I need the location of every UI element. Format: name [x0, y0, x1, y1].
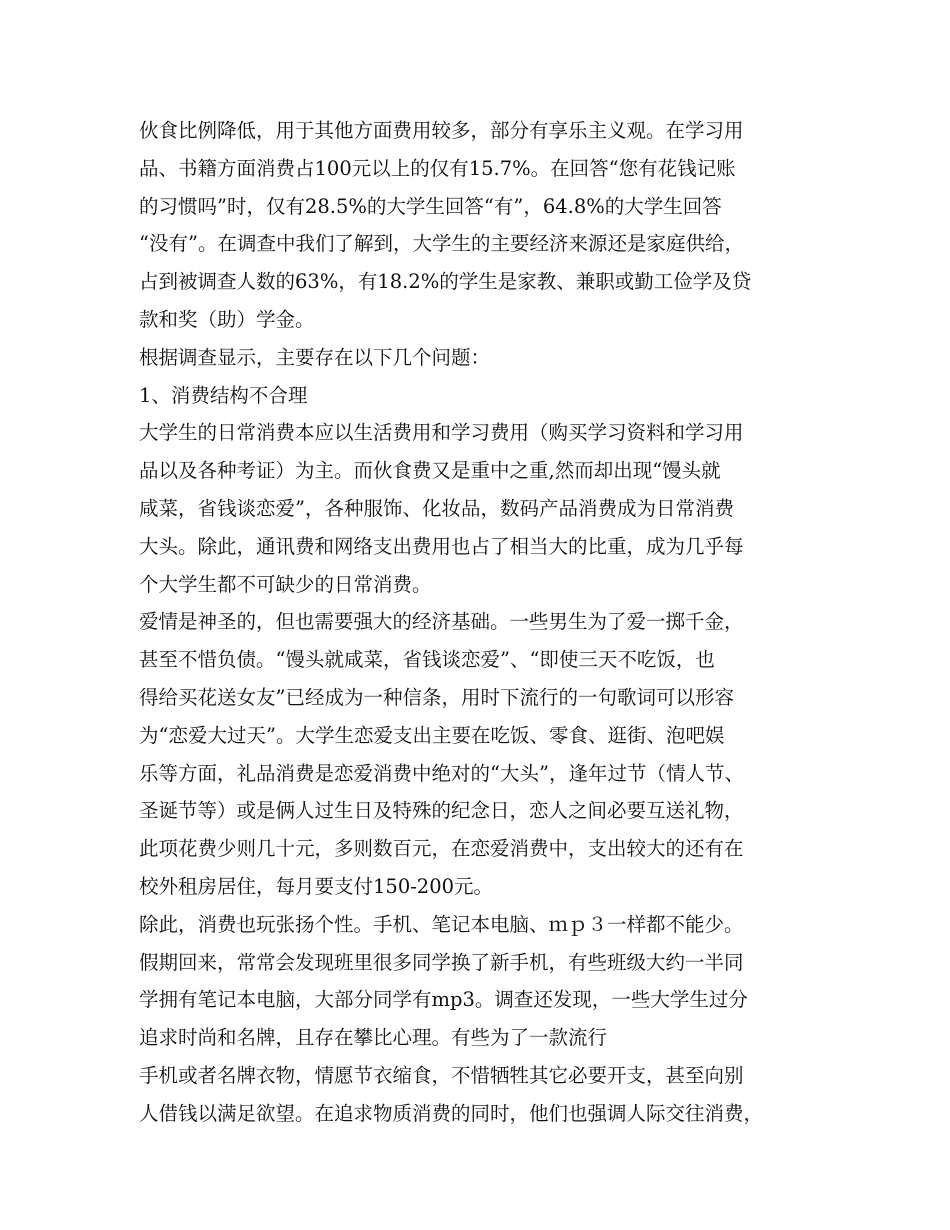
- text-line: 咸菜，省钱谈恋爱”，各种服饰、化妆品，数码产品消费成为日常消费: [139, 496, 734, 520]
- body-text: [139, 112, 839, 1133]
- text-line: 追求时尚和名牌，且存在攀比心理。有些为了一款流行: [139, 1026, 608, 1050]
- text-line: 伙食比例降低，用于其他方面费用较多，部分有享乐主义观。在学习用: [139, 119, 744, 142]
- text-line: 的习惯吗”时，仅有28.5%的大学生回答“有”，64.8%的大学生回答: [139, 194, 722, 218]
- text-line: 根据调查显示，主要存在以下几个问题：: [139, 345, 491, 369]
- text-line: 为“恋爱大过天”。大学生恋爱支出主要在吃饭、零食、逛街、泡吧娱: [139, 723, 725, 747]
- text-line: 甚至不惜负债。“馒头就咸菜，省钱谈恋爱”、“即使三天不吃饭，也: [139, 648, 715, 672]
- text-line: 爱情是神圣的，但也需要强大的经济基础。一些男生为了爱一掷千金，: [139, 610, 744, 634]
- text-line: 学拥有笔记本电脑，大部分同学有mp3。调查还发现，一些大学生过分: [139, 988, 748, 1012]
- text-line: 大学生的日常消费本应以生活费用和学习费用（购买学习资料和学习用: [139, 421, 744, 445]
- text-line: 个大学生都不可缺少的日常消费。: [139, 572, 432, 596]
- text-line: 占到被调查人数的63%，有18.2%的学生是家教、兼职或勤工俭学及贷: [139, 270, 752, 294]
- text-line: 乐等方面，礼品消费是恋爱消费中绝对的“大头”，逢年过节（情人节、: [139, 761, 744, 785]
- text-line: 假期回来，常常会发现班里很多同学换了新手机，有些班级大约一半同: [139, 950, 744, 974]
- text-line: 款和奖（助）学金。: [139, 307, 315, 331]
- text-line: 手机或者名牌衣物，情愿节衣缩食，不惜牺牲其它必要开支，甚至向别: [139, 1063, 744, 1087]
- text-line: 此项花费少则几十元，多则数百元，在恋爱消费中，支出较大的还有在: [139, 837, 744, 861]
- text-line: 人借钱以满足欲望。在追求物质消费的同时，他们也强调人际交往消费，: [139, 1101, 764, 1125]
- text-line: 校外租房居住，每月要支付150-200元。: [139, 874, 494, 898]
- text-line: 得给买花送女友”已经成为一种信条，用时下流行的一句歌词可以形容: [139, 685, 734, 709]
- text-line: 除此，消费也玩张扬个性。手机、笔记本电脑、ｍｐ３一样都不能少。: [139, 912, 744, 936]
- text-line: 品以及各种考证）为主。而伙食费又是重中之重,然而却出现“馒头就: [139, 459, 721, 483]
- text-line: 品、书籍方面消费占100元以上的仅有15.7%。在回答“您有花钱记账: [139, 156, 736, 180]
- section-heading: 1、消费结构不合理: [139, 383, 308, 407]
- text-line: 大头。除此，通讯费和网络支出费用也占了相当大的比重，成为几乎每: [139, 534, 744, 558]
- text-line: 圣诞节等）或是俩人过生日及特殊的纪念日，恋人之间必要互送礼物，: [139, 799, 744, 823]
- text-line: “没有”。在调查中我们了解到，大学生的主要经济来源还是家庭供给，: [139, 232, 744, 256]
